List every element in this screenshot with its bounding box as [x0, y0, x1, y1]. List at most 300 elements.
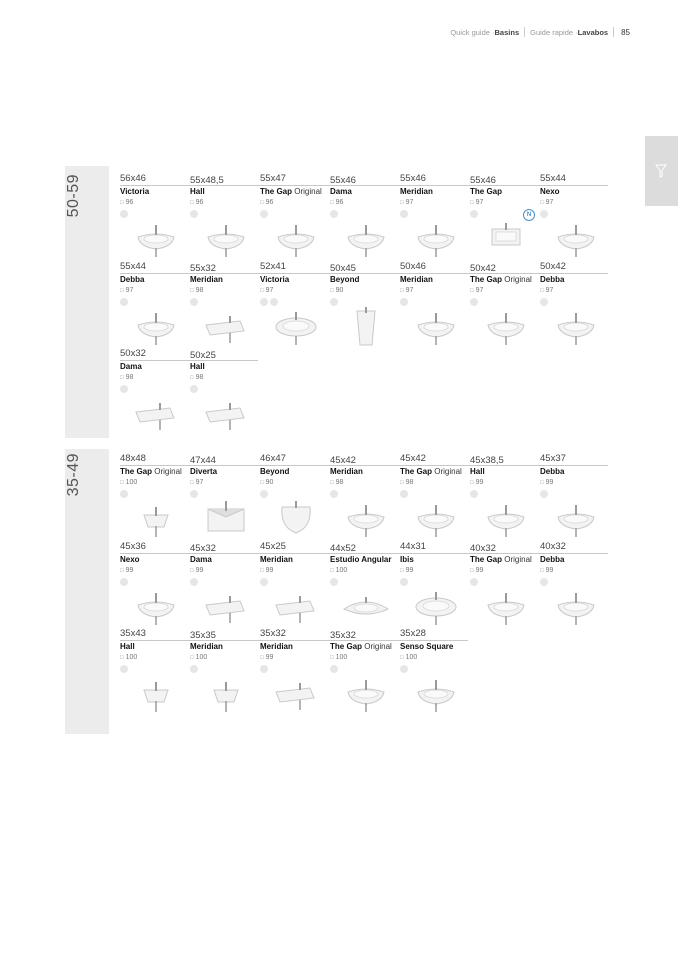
wall-basin-image [340, 497, 392, 539]
page-reference[interactable]: □ 99 [400, 567, 413, 574]
basin-dimensions: 45x25 [260, 541, 286, 552]
model-name-text: Dama [330, 187, 352, 196]
finish-dots [120, 210, 128, 218]
finish-dot-icon [120, 385, 128, 393]
box-basin-image [200, 497, 252, 539]
basin-model-name [190, 555, 212, 564]
basin-model-name [190, 275, 223, 284]
product-row [120, 173, 610, 261]
wall-basin-image [410, 305, 462, 347]
finish-dots [330, 298, 338, 306]
basin-product-card[interactable] [190, 541, 260, 629]
finish-dot-icon [120, 490, 128, 498]
model-name-text: Diverta [190, 467, 218, 476]
basin-model-name [260, 642, 293, 651]
finish-dots [190, 385, 198, 393]
basin-model-name [120, 275, 144, 284]
wall-basin-image [200, 217, 252, 259]
model-name-text: The Gap [260, 187, 293, 196]
basin-model-name [260, 555, 293, 564]
basin-model-name [120, 362, 142, 371]
page-reference[interactable]: □ 97 [260, 287, 273, 294]
basin-product-card[interactable] [540, 173, 610, 261]
header-basins: Basins [494, 27, 520, 37]
page-reference[interactable]: □ 97 [400, 287, 413, 294]
finish-dot-icon [470, 210, 478, 218]
finish-dots [190, 490, 198, 498]
model-name-text: Estudio Angular [330, 555, 392, 564]
header-divider [613, 27, 614, 37]
basin-model-name [400, 187, 433, 196]
basin-product-card[interactable] [260, 541, 330, 629]
model-name-text: Victoria [260, 275, 290, 284]
finish-dot-icon [260, 210, 268, 218]
model-name-text: Debba [540, 275, 565, 284]
basin-product-card[interactable] [400, 261, 470, 349]
model-name-text: Meridian [190, 275, 223, 284]
basin-model-name [330, 467, 363, 476]
page-reference[interactable]: □ 97 [540, 287, 553, 294]
basin-product-card[interactable] [470, 453, 540, 541]
basin-product-card[interactable] [190, 628, 260, 716]
model-name-text: Beyond [330, 275, 360, 284]
finish-dot-icon [190, 210, 198, 218]
basin-model-name [330, 555, 391, 564]
basin-model-name [330, 275, 359, 284]
page-reference[interactable]: □ 97 [120, 287, 133, 294]
basin-dimensions: 45x37 [540, 453, 566, 464]
basin-model-name [120, 187, 149, 196]
basin-model-name [400, 555, 414, 564]
model-name-suffix: Original [364, 642, 392, 651]
page-reference[interactable]: □ 99 [470, 567, 483, 574]
finish-dots [400, 490, 408, 498]
corner-basin-image [130, 672, 182, 714]
finish-dots [540, 578, 548, 586]
basin-dimensions: 50x45 [330, 263, 356, 274]
finish-dot-icon [190, 385, 198, 393]
model-name-text: Meridian [330, 467, 363, 476]
wall-basin-image [410, 497, 462, 539]
finish-dot-icon [330, 298, 338, 306]
basin-product-card[interactable] [260, 453, 330, 541]
basin-dimensions: 35x32 [330, 630, 356, 641]
model-name-text: Debba [120, 275, 145, 284]
product-row [120, 628, 610, 716]
page-reference[interactable]: □ 98 [400, 479, 413, 486]
model-name-text: Debba [540, 555, 565, 564]
page-reference[interactable]: □ 99 [540, 479, 553, 486]
basin-model-name [330, 642, 392, 651]
compact-basin-image [200, 585, 252, 627]
model-name-text: Meridian [260, 555, 293, 564]
new-badge-icon: N [523, 209, 535, 221]
finish-dots [120, 385, 128, 393]
basin-dimensions: 45x36 [120, 541, 146, 552]
model-name-text: Meridian [190, 642, 223, 651]
basin-product-card[interactable] [330, 541, 400, 629]
basin-model-name [400, 642, 453, 651]
basin-dimensions: 40x32 [470, 543, 496, 554]
page-reference[interactable]: □ 98 [120, 374, 133, 381]
model-name-text: The Gap [120, 467, 153, 476]
finish-dot-icon [470, 490, 478, 498]
model-name-text: Meridian [400, 275, 433, 284]
model-name-text: Debba [540, 467, 565, 476]
basin-dimensions: 35x43 [120, 628, 146, 639]
wall-basin-image [550, 305, 602, 347]
basin-model-name [190, 642, 223, 651]
finish-dot-icon [330, 210, 338, 218]
finish-dots [330, 210, 338, 218]
product-row [120, 261, 610, 349]
page-reference[interactable]: □ 98 [190, 374, 203, 381]
basin-product-card[interactable] [330, 261, 400, 349]
model-name-suffix: Original [294, 187, 322, 196]
page-number: 85 [621, 27, 630, 37]
finish-dot-icon [400, 578, 408, 586]
page-reference[interactable]: □ 99 [540, 567, 553, 574]
basin-product-card[interactable] [120, 453, 190, 541]
product-row [120, 541, 610, 629]
finish-dot-icon [540, 298, 548, 306]
basin-dimensions: 50x42 [540, 261, 566, 272]
basin-product-card[interactable] [260, 261, 330, 349]
finish-dot-icon [120, 578, 128, 586]
finish-dots [470, 490, 478, 498]
basin-dimensions: 40x32 [540, 541, 566, 552]
basin-product-card[interactable] [190, 348, 260, 436]
side-tab[interactable] [645, 136, 678, 206]
compact-basin-image [200, 305, 252, 347]
basin-model-name [540, 555, 564, 564]
finish-dot-icon [330, 665, 338, 673]
header-quick-guide: Quick guide · [450, 27, 495, 37]
finish-dots [260, 210, 268, 218]
page-reference[interactable]: □ 100 [190, 654, 207, 661]
finish-dots [260, 578, 268, 586]
finish-dot-icon [400, 490, 408, 498]
section-range: 35-49 [65, 453, 82, 497]
basin-product-card[interactable] [120, 173, 190, 261]
basin-model-name [400, 275, 433, 284]
angular-basin-image [340, 585, 392, 627]
basin-dimensions: 55x47 [260, 173, 286, 184]
wall-basin-image [340, 672, 392, 714]
finish-dots [540, 210, 548, 218]
model-name-text: Senso Square [400, 642, 454, 651]
finish-dot-icon [330, 490, 338, 498]
wall-basin-image [550, 585, 602, 627]
finish-dot-icon [540, 578, 548, 586]
page-reference[interactable]: □ 97 [540, 199, 553, 206]
model-name-suffix: Original [504, 275, 532, 284]
wall-basin-image [130, 217, 182, 259]
wall-basin-image [270, 217, 322, 259]
basin-product-card[interactable] [540, 453, 610, 541]
product-row [120, 348, 610, 436]
basin-dimensions: 35x28 [400, 628, 426, 639]
model-name-text: Ibis [400, 555, 414, 564]
basin-product-card[interactable] [330, 453, 400, 541]
basin-product-card[interactable] [120, 261, 190, 349]
page-reference[interactable]: □ 100 [400, 654, 417, 661]
basin-model-name [470, 467, 485, 476]
finish-dot-icon [400, 298, 408, 306]
basin-product-card[interactable] [120, 348, 190, 436]
basin-dimensions: 44x52 [330, 543, 356, 554]
square-basin-image [480, 217, 532, 259]
basin-model-name [260, 187, 322, 196]
basin-product-card[interactable] [190, 173, 260, 261]
wall-basin-image [410, 217, 462, 259]
finish-dot-icon [470, 298, 478, 306]
page-reference[interactable]: □ 99 [190, 567, 203, 574]
page-header [450, 27, 630, 37]
finish-dots [330, 665, 338, 673]
basin-dimensions: 55x44 [540, 173, 566, 184]
page-reference[interactable]: □ 97 [190, 479, 203, 486]
finish-dots [260, 490, 268, 498]
basin-model-name [470, 555, 532, 564]
finish-dot-icon [190, 578, 198, 586]
basin-model-name [400, 467, 462, 476]
basin-product-card[interactable] [190, 453, 260, 541]
basin-dimensions: 46x47 [260, 453, 286, 464]
finish-dot-icon [540, 210, 548, 218]
page-reference[interactable]: □ 98 [330, 479, 343, 486]
basin-model-name [190, 187, 205, 196]
basin-product-card[interactable] [400, 173, 470, 261]
wall-basin-image [340, 217, 392, 259]
finish-dot-icon [260, 665, 268, 673]
model-name-suffix: Original [434, 467, 462, 476]
finish-dots [400, 578, 408, 586]
page-reference[interactable]: □ 97 [470, 199, 483, 206]
finish-dots [120, 665, 128, 673]
basin-dimensions: 45x32 [190, 543, 216, 554]
basin-model-name [540, 467, 564, 476]
basin-product-card[interactable] [470, 261, 540, 349]
page-reference[interactable]: □ 100 [120, 654, 137, 661]
finish-dot-icon [400, 665, 408, 673]
finish-dots [120, 578, 128, 586]
basin-dimensions: 56x46 [120, 173, 146, 184]
page-reference[interactable]: □ 90 [260, 479, 273, 486]
finish-dot-icon [190, 298, 198, 306]
page-reference[interactable]: □ 96 [260, 199, 273, 206]
wall-basin-image [550, 217, 602, 259]
model-name-text: Hall [190, 362, 205, 371]
basin-dimensions: 50x46 [400, 261, 426, 272]
wall-basin-image [130, 585, 182, 627]
finish-dots [400, 210, 408, 218]
basin-product-card[interactable] [400, 453, 470, 541]
basin-dimensions: 55x46 [400, 173, 426, 184]
model-name-text: Hall [190, 187, 205, 196]
wall-basin-image [130, 305, 182, 347]
basin-model-name [540, 275, 564, 284]
corner-basin-image [130, 497, 182, 539]
basin-dimensions: 50x25 [190, 350, 216, 361]
basin-dimensions: 55x32 [190, 263, 216, 274]
basin-model-name [120, 555, 140, 564]
finish-dots [330, 490, 338, 498]
wall-basin-image [480, 585, 532, 627]
model-name-text: Victoria [120, 187, 150, 196]
finish-dots [470, 210, 478, 218]
corner-basin-image [200, 672, 252, 714]
basin-model-name [120, 642, 135, 651]
product-row [120, 453, 610, 541]
page-reference[interactable]: □ 100 [120, 479, 137, 486]
compact-basin-image [200, 392, 252, 434]
finish-dots [120, 298, 128, 306]
basin-model-name [470, 187, 502, 196]
model-name-text: Meridian [260, 642, 293, 651]
compact-basin-image [130, 392, 182, 434]
bowl-basin-image [270, 497, 322, 539]
header-guide-rapide: Guide rapide · [530, 27, 578, 37]
basin-product-card[interactable] [470, 541, 540, 629]
wall-basin-image [480, 305, 532, 347]
basin-dimensions: 35x32 [260, 628, 286, 639]
model-name-text: The Gap [330, 642, 363, 651]
finish-dots [470, 298, 478, 306]
basin-product-card[interactable] [400, 541, 470, 629]
compact-basin-image [270, 585, 322, 627]
finish-dot-icon [120, 210, 128, 218]
wall-basin-image [480, 497, 532, 539]
header-lavabos: Lavabos [577, 27, 609, 37]
basin-product-card[interactable] [400, 628, 470, 716]
model-name-text: Dama [120, 362, 142, 371]
page-reference[interactable]: □ 96 [120, 199, 133, 206]
filter-funnel-icon [655, 164, 667, 178]
section-label-50-59 [65, 166, 109, 438]
basin-product-card[interactable] [260, 173, 330, 261]
finish-dots [120, 490, 128, 498]
pedestal-basin-image [340, 305, 392, 347]
finish-dots [540, 490, 548, 498]
header-divider [524, 27, 525, 37]
finish-dot-icon [120, 665, 128, 673]
basin-dimensions: 55x46 [330, 175, 356, 186]
basin-dimensions: 47x44 [190, 455, 216, 466]
finish-dot-icon [260, 490, 268, 498]
basin-dimensions: 35x35 [190, 630, 216, 641]
page-reference[interactable]: □ 100 [330, 567, 347, 574]
basin-model-name [260, 467, 289, 476]
oval-basin-image [410, 585, 462, 627]
wall-basin-image [410, 672, 462, 714]
basin-model-name [330, 187, 352, 196]
wall-basin-image [550, 497, 602, 539]
page-reference[interactable]: □ 90 [330, 287, 343, 294]
basin-dimensions: 50x32 [120, 348, 146, 359]
page-reference[interactable]: □ 99 [260, 567, 273, 574]
basin-model-name [120, 467, 182, 476]
finish-dot-icon [470, 578, 478, 586]
basin-dimensions: 45x42 [400, 453, 426, 464]
model-name-text: Beyond [260, 467, 290, 476]
basin-dimensions: 55x48,5 [190, 175, 224, 186]
oval-basin-image [270, 305, 322, 347]
finish-dots [330, 578, 338, 586]
finish-dot-icon [400, 210, 408, 218]
basin-model-name [190, 467, 217, 476]
model-name-suffix: Original [504, 555, 532, 564]
page-reference[interactable]: □ 96 [330, 199, 343, 206]
model-name-text: The Gap [470, 555, 503, 564]
basin-product-card[interactable] [190, 261, 260, 349]
finish-dots [400, 665, 408, 673]
page-reference[interactable]: □ 97 [470, 287, 483, 294]
basin-dimensions: 55x44 [120, 261, 146, 272]
basin-product-card[interactable] [540, 541, 610, 629]
basin-product-card[interactable] [120, 628, 190, 716]
finish-dots [260, 665, 268, 673]
basin-dimensions: 48x48 [120, 453, 146, 464]
model-name-suffix: Original [154, 467, 182, 476]
finish-dot-icon [330, 578, 338, 586]
finish-dots [540, 298, 548, 306]
basin-product-card[interactable] [540, 261, 610, 349]
section-range: 50-59 [65, 174, 82, 218]
basin-model-name [470, 275, 532, 284]
basin-product-card[interactable] [120, 541, 190, 629]
page-reference[interactable]: □ 98 [190, 287, 203, 294]
finish-dots [190, 210, 198, 218]
page-reference[interactable]: □ 99 [470, 479, 483, 486]
model-name-text: The Gap [400, 467, 433, 476]
finish-dots [190, 298, 198, 306]
basin-dimensions: 45x38,5 [470, 455, 504, 466]
section-label-35-49 [65, 449, 109, 734]
model-name-text: The Gap [470, 187, 503, 196]
model-name-text: Nexo [540, 187, 560, 196]
finish-dot-icon [260, 578, 268, 586]
basin-model-name [260, 275, 289, 284]
finish-dot-icon [540, 490, 548, 498]
page-reference[interactable]: □ 96 [190, 199, 203, 206]
basin-product-card[interactable] [260, 628, 330, 716]
page-reference[interactable]: □ 100 [330, 654, 347, 661]
basin-model-name [540, 187, 560, 196]
page-reference[interactable]: □ 99 [260, 654, 273, 661]
basin-product-card[interactable] [330, 628, 400, 716]
basin-product-card[interactable] [470, 173, 540, 261]
model-name-text: Dama [190, 555, 212, 564]
finish-dot-icon [120, 298, 128, 306]
finish-dots [400, 298, 408, 306]
basin-model-name [190, 362, 205, 371]
basin-dimensions: 44x31 [400, 541, 426, 552]
basin-dimensions: 50x42 [470, 263, 496, 274]
basin-dimensions: 55x46 [470, 175, 496, 186]
finish-dot-icon [260, 298, 268, 306]
page-reference[interactable]: □ 99 [120, 567, 133, 574]
model-name-text: The Gap [470, 275, 503, 284]
finish-dots [470, 578, 478, 586]
finish-dots [190, 665, 198, 673]
model-name-text: Hall [470, 467, 485, 476]
page-reference[interactable]: □ 97 [400, 199, 413, 206]
finish-dot-icon [190, 665, 198, 673]
model-name-text: Hall [120, 642, 135, 651]
basin-dimensions: 45x42 [330, 455, 356, 466]
basin-product-card[interactable] [330, 173, 400, 261]
